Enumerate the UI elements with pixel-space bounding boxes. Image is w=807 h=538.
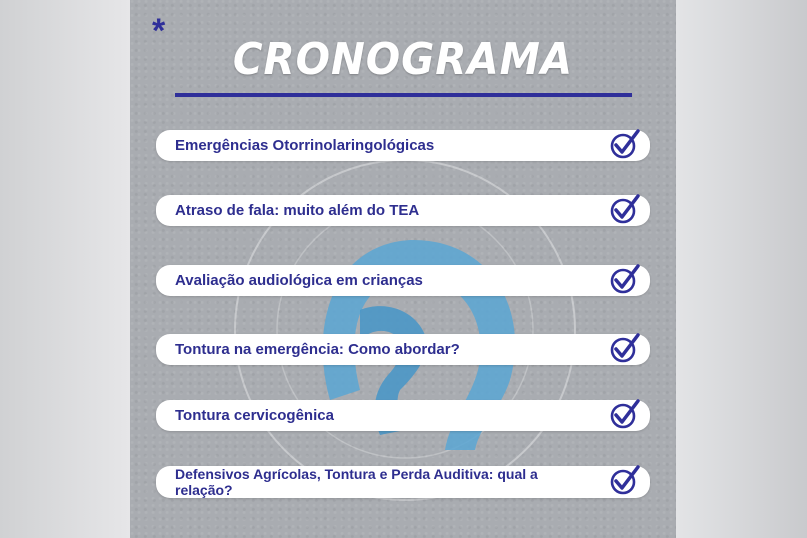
- list-item: [156, 265, 650, 296]
- check-circle-icon: [608, 331, 642, 365]
- blurred-background-left: [0, 0, 130, 538]
- list-item: [156, 195, 650, 226]
- item-label: Defensivos Agrícolas, Tontura e Perda Auditiva: qual a relação?: [175, 466, 538, 498]
- title-divider: [175, 93, 632, 97]
- list-item: [156, 334, 650, 365]
- check-circle-icon: [608, 397, 642, 431]
- item-label: Atraso de fala: muito além do TEA: [175, 201, 420, 219]
- list-item: [156, 400, 650, 431]
- blurred-background-right: [676, 0, 807, 538]
- list-item: [156, 466, 650, 498]
- check-circle-icon: [608, 262, 642, 296]
- check-circle-icon: [608, 463, 642, 497]
- list-item: [156, 130, 650, 161]
- check-circle-icon: [608, 192, 642, 226]
- item-label: Tontura cervicogênica: [175, 406, 334, 424]
- item-label: Emergências Otorrinolaringológicas: [175, 136, 435, 154]
- check-circle-icon: [608, 127, 642, 161]
- item-label: Tontura na emergência: Como abordar?: [175, 340, 460, 358]
- schedule-poster: [130, 0, 676, 538]
- item-label: Avaliação audiológica em crianças: [175, 271, 423, 289]
- page-title: CRONOGRAMA: [232, 34, 574, 85]
- asterisk-icon: *: [152, 12, 166, 50]
